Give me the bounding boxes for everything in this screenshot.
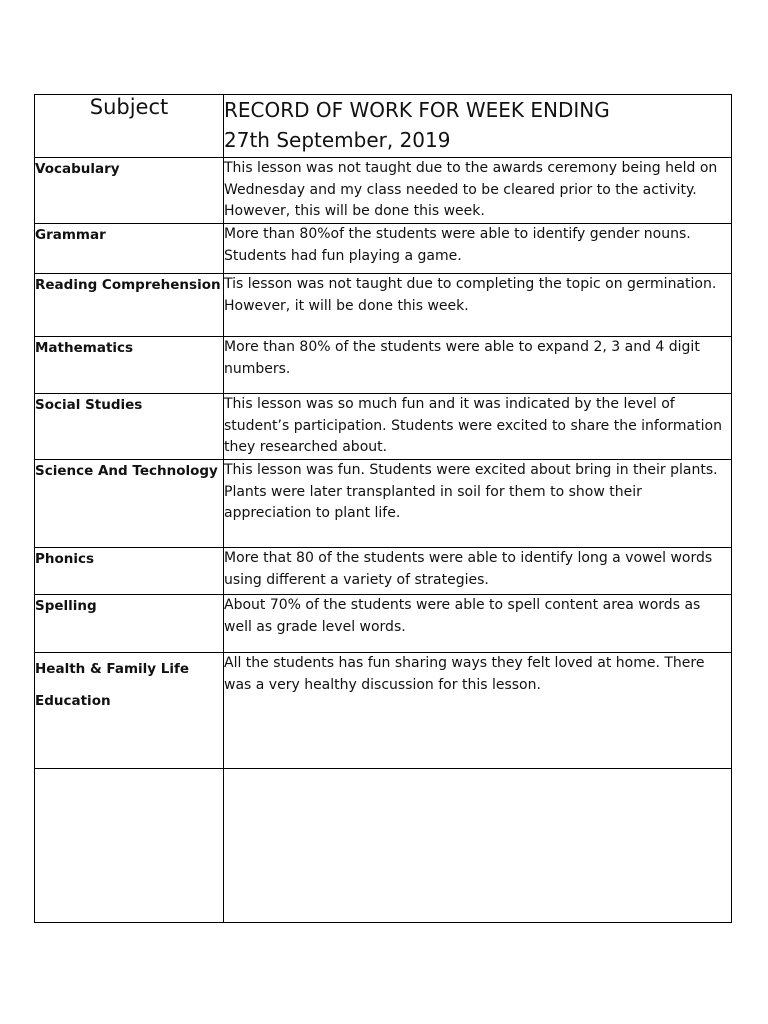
description-cell: [224, 224, 732, 274]
record-of-work-table: [34, 94, 732, 923]
description-text: This lesson was fun. Students were excited about bring in their plants.: [224, 462, 718, 478]
description-text: Plants were later transplanted in soil for them to show their appreciation to plant life.: [224, 483, 642, 521]
table-row-health-family-life: [35, 653, 732, 769]
table-row-mathematics: [35, 337, 732, 394]
description-cell: [224, 394, 732, 460]
subject-line-1: Health & Family Life: [35, 661, 190, 677]
description-text: This lesson was so much fun and it was indicated by the level of student’s participation. Students were excited to share the information they researched about.: [224, 396, 722, 455]
description-text: More than 80%of the students were able to identify gender nouns. Students had fun playing a game.: [224, 226, 691, 264]
description-text: About 70% of the students were able to spell content area words as well as grade level words.: [224, 597, 701, 635]
table-row-spelling: [35, 595, 732, 653]
empty-description-cell: [224, 769, 732, 923]
record-title-line-1: RECORD OF WORK FOR WEEK ENDING: [224, 98, 610, 122]
subject-cell: Vocabulary: [35, 158, 224, 224]
empty-subject-cell: [35, 769, 224, 923]
description-cell: [224, 158, 732, 224]
subject-cell: Grammar: [35, 224, 224, 274]
subject-column-header: Subject: [35, 95, 224, 158]
subject-cell: Phonics: [35, 548, 224, 595]
description-cell: [224, 274, 732, 337]
table-row-empty: [35, 769, 732, 923]
record-title: [224, 95, 732, 158]
description-text: This lesson was not taught due to the awards ceremony being held on Wednesday and my class needed to be cleared prior to the activity. However, this will be done this week.: [224, 160, 718, 219]
subject-cell: Reading Comprehension: [35, 274, 224, 337]
subject-cell: Social Studies: [35, 394, 224, 460]
description-cell: [224, 460, 732, 548]
description-text: More that 80 of the students were able to identify long a vowel words using different a variety of strategies.: [224, 550, 713, 588]
subject-cell: Spelling: [35, 595, 224, 653]
description-cell: [224, 653, 732, 769]
subject-cell: Science And Technology: [35, 460, 224, 548]
description-text: Tis lesson was not taught due to completing the topic on germination. However, it will be done this week.: [224, 276, 717, 314]
table-row-science-and-technology: [35, 460, 732, 548]
subject-cell: [35, 653, 224, 769]
table-row-grammar: [35, 224, 732, 274]
record-title-line-2: 27th September, 2019: [224, 128, 451, 152]
table-row-vocabulary: [35, 158, 732, 224]
description-cell: [224, 595, 732, 653]
description-text: All the students has fun sharing ways they felt loved at home. There was a very healthy discussion for this lesson.: [224, 655, 705, 693]
table-row-social-studies: [35, 394, 732, 460]
header-row: [35, 95, 732, 158]
description-cell: [224, 548, 732, 595]
table-row-phonics: [35, 548, 732, 595]
description-text: More than 80% of the students were able to expand 2, 3 and 4 digit numbers.: [224, 339, 700, 377]
subject-cell: Mathematics: [35, 337, 224, 394]
table-row-reading-comprehension: [35, 274, 732, 337]
subject-line-2: Education: [35, 693, 111, 709]
description-cell: [224, 337, 732, 394]
